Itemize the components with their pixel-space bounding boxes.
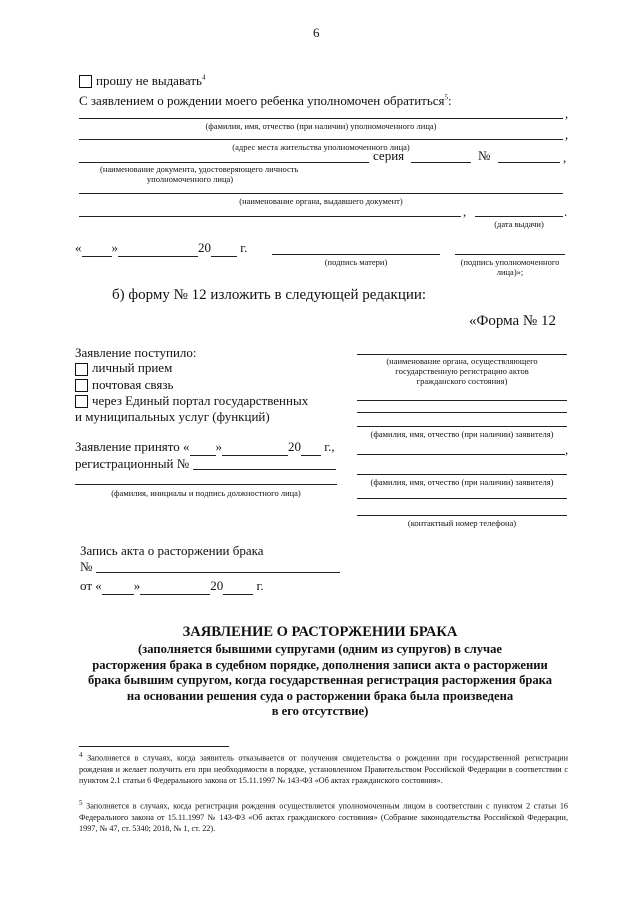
- issuer-line[interactable]: [79, 193, 563, 194]
- form-heading: б) форму № 12 изложить в следующей редакции:: [112, 287, 427, 303]
- personal-visit-label: личный прием: [92, 360, 173, 375]
- page-number: 6: [313, 25, 320, 40]
- authorized-signature-line[interactable]: [455, 254, 565, 255]
- series-label: серия: [373, 148, 405, 163]
- applicant-line-2[interactable]: [357, 412, 567, 413]
- applicant-line-5[interactable]: [357, 474, 567, 475]
- id-document-line[interactable]: [79, 162, 369, 163]
- postal-checkbox[interactable]: [75, 379, 88, 392]
- caption-official: (фамилия, инициалы и подпись должностного лица): [111, 488, 301, 498]
- caption-registry-office: (наименование органа, осуществляющего государственную регистрацию актов гражданского состояния): [386, 356, 538, 386]
- caption-issue-date: (дата выдачи): [494, 219, 544, 229]
- applicant-line-6[interactable]: [357, 498, 567, 499]
- mother-signature-line[interactable]: [272, 254, 440, 255]
- reg-number-label: регистрационный №: [75, 456, 190, 471]
- caption-issuer: (наименование органа, выдавшего документ): [239, 196, 403, 206]
- caption-authorized-signature: (подпись уполномоченного лица)»;: [460, 257, 560, 277]
- do-not-issue-checkbox[interactable]: [79, 75, 92, 88]
- sign-date: « » 20 г.: [75, 240, 248, 255]
- caption-authorized-address: (адрес места жительства уполномоченного лица): [232, 142, 410, 152]
- caption-mother-signature: (подпись матери): [324, 257, 388, 267]
- portal-label: через Единый портал государственных и муниципальных услуг (функций): [75, 393, 309, 424]
- accepted-date: Заявление принято « » 20 г.,: [75, 439, 335, 454]
- caption-phone: (контактный номер телефона): [407, 518, 517, 528]
- record-title: Запись акта о расторжении брака: [80, 543, 264, 558]
- caption-applicant-sign: (фамилия, имя, отчество (при наличии) заявителя): [370, 477, 554, 487]
- authorized-heading: С заявлением о рождении моего ребенка уполномочен обратиться$^5$:: [79, 93, 452, 108]
- record-number-line[interactable]: [96, 572, 340, 573]
- authorized-fio-line[interactable]: [79, 118, 563, 119]
- phone-line[interactable]: [357, 515, 567, 516]
- do-not-issue-label: прошу не выдавать$^4$: [96, 73, 206, 88]
- issue-date-line[interactable]: [475, 216, 563, 217]
- caption-applicant: (фамилия, имя, отчество (при наличии) заявителя): [370, 429, 554, 439]
- doc-number-line[interactable]: [498, 162, 560, 163]
- postal-label: почтовая связь: [92, 377, 174, 392]
- series-line[interactable]: [411, 162, 471, 163]
- subtitle: (заполняется бывшими супругами (одним из супругов) в случае расторжения брака в судебном порядке, дополнения записи акта о расторжении брака бывшим супругом, когда государственная регистрация расторжения брака на основании решения суда о расторжении брака была произведена в его отсутствие): [87, 642, 553, 718]
- issuer-line-2[interactable]: [79, 216, 461, 217]
- record-date: от « » 20 г.: [80, 578, 264, 593]
- personal-visit-checkbox[interactable]: [75, 363, 88, 376]
- authorized-address-line[interactable]: [79, 139, 563, 140]
- footnote-separator: [79, 746, 229, 747]
- registry-office-line[interactable]: [357, 354, 567, 355]
- footnote-4: 4 Заполняется в случаях, когда заявитель отказывается от получения свидетельства о рождении при государственной регистрации рождения и желает получить его при необходимости в порядке, установленном Правительством Российской Федерации в соответствии с пунктом 2.1 статьи 6 Федерального закона от 15.11.1997 № 143-ФЗ «Об актах гражданского состояния».: [79, 751, 569, 785]
- reg-number-line[interactable]: [193, 469, 336, 470]
- applicant-line-4[interactable]: [357, 454, 565, 455]
- applicant-line-1[interactable]: [357, 400, 567, 401]
- footnote-5: 5 Заполняется в случаях, когда регистрация рождения осуществляется уполномоченным лицом в соответствии с пунктом 2 статьи 16 Федерального закона от 15.11.1997 № 143-ФЗ «Об актах гражданского состояния» (Собрание законодательства Российской Федерации, 1997, № 47, ст. 5340; 2018, № 1, ст. 22).: [79, 799, 569, 833]
- applicant-line-3[interactable]: [357, 426, 567, 427]
- record-number-label: №: [80, 559, 93, 574]
- caption-id-document: (наименование документа, удостоверяющего личность уполномоченного лица): [100, 164, 299, 184]
- caption-authorized-fio: (фамилия, имя, отчество (при наличии) уполномоченного лица): [205, 121, 437, 131]
- official-signature-line[interactable]: [75, 484, 337, 485]
- document-page: 6 прошу не выдавать$^4$ С заявлением о рождении моего ребенка уполномочен обратиться$^5$: , (фамилия, имя, отчество (при наличии) уполномоченного лица) , (адрес места жительства уполномоченного лица) серия № , (наименование документа, удостоверяющего личность уполномоченного лица) (наименование органа, выдавшего документ) , . (дата выдачи) « » 20 г. (подпись матери) (подпись уполномоченного лица)»; б) форму № 12 изложить в следующей редакции: «Форма № 12 Заявление поступило: личный прием почтовая связь через Единый портал государственных и муниципальных услуг (функций) Заявление принято « » 20 г., регистрационный № (фамилия, инициалы и подпись должностного лица) (наименование органа, осуществляющего государственную регистрацию актов гражданского состояния) (фамилия, имя, отчество (при наличии) заявителя) , (фамилия, имя, отчество (при наличии) заявителя) (контактный номер телефона) Запись акта о расторжении брака № от « » 20 г. ЗАЯВЛЕНИЕ О РАСТОРЖЕНИИ БРАКА (заполняется бывшими супругами (одним из супругов) в случае расторжения брака в судебном порядке, дополнения записи акта о расторжении брака бывшим супругом, когда государственная регистрация расторжения брака на основании решения суда о расторжении брака была произведена в его отсутствие) 4 Заполняется в случаях, когда заявитель отказывается от получения свидетельства о рождении при государственной регистрации рождения и желает получить его при необходимости в порядке, установленном Правительством Российской Федерации в соответствии с пунктом 2.1 статьи 6 Федерального закона от 15.11.1997 № 143-ФЗ «Об актах гражданского состояния». 5 Заполняется в случаях, когда регистрация рождения осуществляется уполномоченным лицом в соответствии с пунктом 2 статьи 16 Федерального закона от 15.11.1997 № 143-ФЗ «Об актах гражданского состояния» (Собрание законодательства Российской Федерации, 1997, № 47, ст. 5340; 2018, № 1, ст. 22).: [0, 0, 640, 905]
- received-label: Заявление поступило:: [75, 345, 197, 360]
- main-title: ЗАЯВЛЕНИЕ О РАСТОРЖЕНИИ БРАКА: [182, 624, 458, 640]
- form-number: «Форма № 12: [469, 313, 556, 329]
- number-label: №: [478, 148, 491, 163]
